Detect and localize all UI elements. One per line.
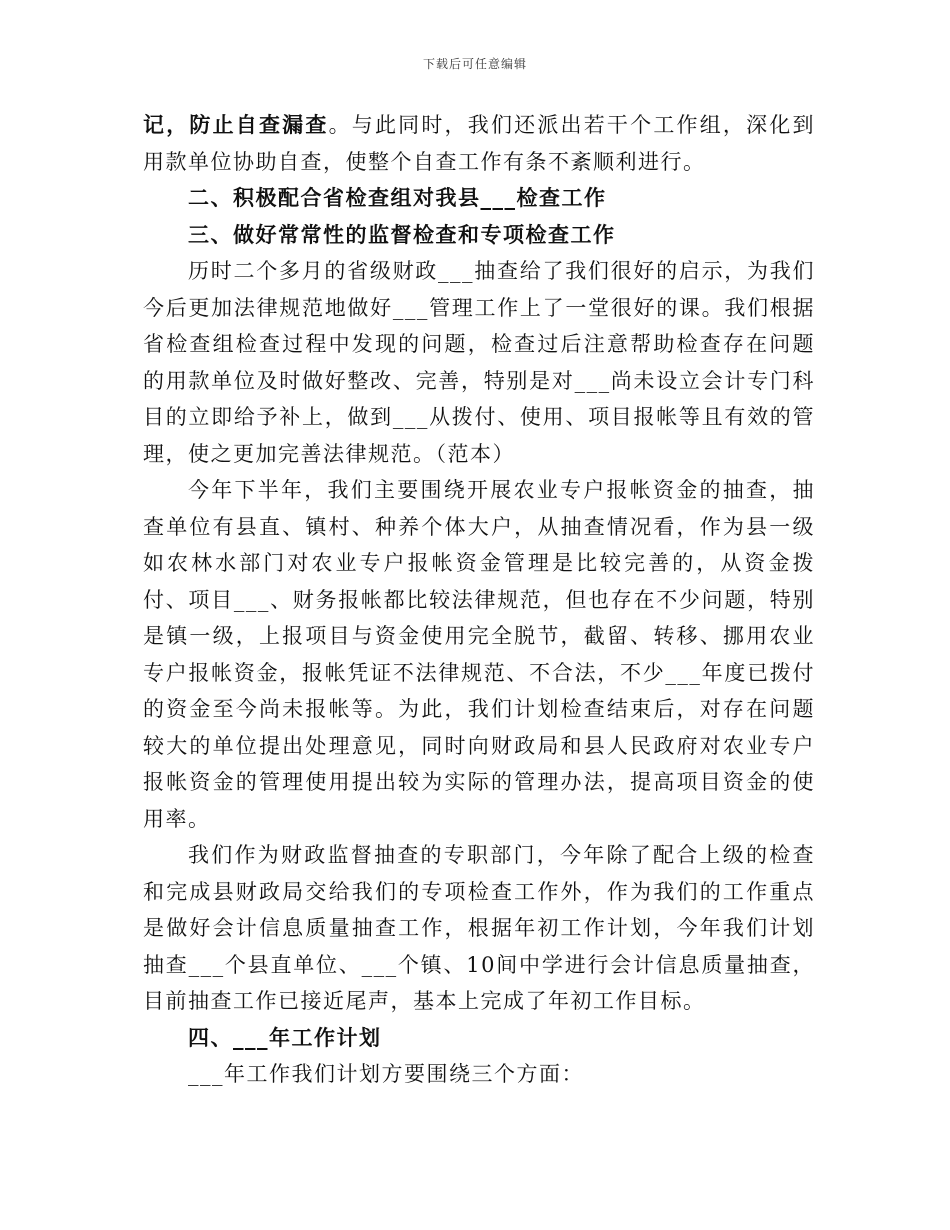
paragraph-1-text: 。与此同时，我们还派出若干个工作组，深化到用款单位协助自查，使整个自查工作有条不紊顺利进行。 <box>143 113 816 174</box>
paragraph-5: ___年工作我们计划方要围绕三个方面： <box>188 1062 584 1086</box>
paragraph-4: 我们作为财政监督抽查的专职部门，今年除了配合上级的检查和完成县财政局交给我们的专项检查工作外，作为我们的工作重点是做好会计信息质量抽查工作，根据年初工作计划，今年我们计划抽查___个县直单位、___个镇、10间中学进行会计信息质量抽查，目前抽查工作已接近尾声，基本上完成了年初工作目标。 <box>143 843 815 1013</box>
heading-section-4: 四、___年工作计划 <box>188 1024 382 1050</box>
heading-section-3: 三、做好常常性的监督检查和专项检查工作 <box>188 221 616 247</box>
paragraph-2: 历时二个多月的省级财政___抽查给了我们很好的启示，为我们今后更加法律规范地做好___管理工作上了一堂很好的课。我们根据省检查组检查过程中发现的问题，检查过后注意帮助检查存在问题的用款单位及时做好整改、完善，特别是对___尚未设立会计专门科目的立即给予补上，做到___从拨付、使用、项目报帐等且有效的管理，使之更加完善法律规范。（范本） <box>143 259 815 466</box>
bold-phrase: 记，防止自查漏查 <box>143 112 329 137</box>
page-header-note: 下载后可任意编辑 <box>422 57 527 71</box>
heading-section-2: 二、积极配合省检查组对我县___检查工作 <box>188 185 607 210</box>
paragraph-3: 今年下半年，我们主要围绕开展农业专户报帐资金的抽查，抽查单位有县直、镇村、种养个体大户，从抽查情况看，作为县一级如农林水部门对农业专户报帐资金管理是比较完善的，从资金拨付、项目___、财务报帐都比较法律规范，但也存在不少问题，特别是镇一级，上报项目与资金使用完全脱节，截留、转移、挪用农业专户报帐资金，报帐凭证不法律规范、不合法，不少___年度已拨付的资金至今尚未报帐等。为此，我们计划检查结束后，对存在问题较大的单位提出处理意见，同时向财政局和县人民政府对农业专户报帐资金的管理使用提出较为实际的管理办法，提高项目资金的使用率。 <box>143 478 815 831</box>
paragraph-1 <box>143 107 815 180</box>
document-body <box>143 107 815 1093</box>
